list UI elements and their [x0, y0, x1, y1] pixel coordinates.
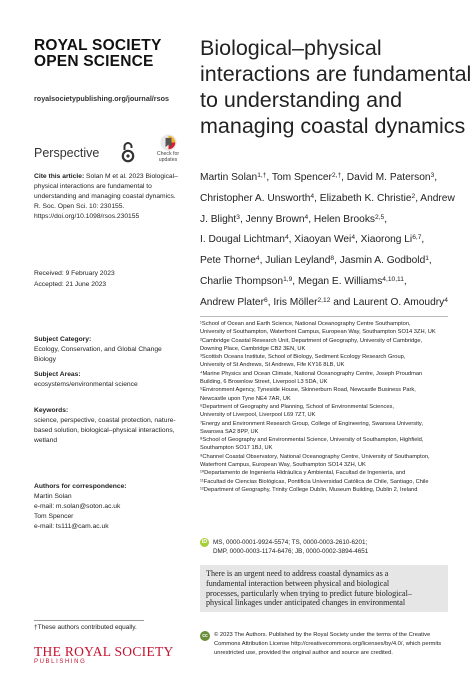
publisher-sub: PUBLISHING [34, 659, 87, 665]
title-line: Biological–physical [200, 36, 382, 60]
license-line: © 2023 The Authors. Published by the Royal Society under the terms of the Creative [214, 632, 431, 638]
subject-areas [34, 370, 184, 390]
affiliations-divider [200, 316, 448, 317]
author-name: , David M. Paterson [341, 172, 431, 183]
author-line [200, 272, 448, 293]
journal-name [34, 38, 162, 70]
affiliation-line: Southampton SO17 1BJ, UK [200, 445, 273, 452]
author-affiliation-marker: 6,7 [412, 234, 422, 242]
correspondence-line: Martin Solan [34, 493, 72, 500]
author-affiliation-marker: 4 [284, 234, 289, 242]
affiliation-line: ¹²Department of Geography, Trinity College Dublin, Museum Building, Dublin 2, Ireland [200, 486, 418, 493]
journal-url[interactable]: royalsocietypublishing.org/journal/rsos [34, 94, 169, 103]
correspondence-heading: Authors for correspondence: [34, 483, 127, 490]
open-access-icon [121, 140, 135, 164]
affiliation-line: ¹¹Facultad de Ciencias Biológicas, Pontificia Universidad Católica de Chile, Santiago, Chile [200, 478, 429, 485]
author-name: , Jenny Brown [239, 213, 305, 225]
abstract-line: There is an urgent need to address coastal dynamics as a [206, 569, 389, 578]
affiliation-line: University of Southampton, Waterfront Campus, European Way, Southampton SO14 3ZH, UK [200, 329, 436, 336]
citation [34, 172, 179, 222]
affiliation-line: ⁴Marine Physics and Ocean Climate, National Oceanography Centre, Joseph Proudman [200, 370, 423, 377]
author-affiliation-marker: 4 [444, 296, 448, 304]
author-affiliation-marker: 1,† [257, 172, 267, 180]
author-affiliation-marker: 4 [310, 192, 315, 200]
subject-category-heading: Subject Category: [34, 336, 92, 343]
title-line: interactions are fundamental [200, 62, 472, 86]
citation-label: Cite this article: [34, 173, 85, 180]
license-line: unrestricted use, provided the original author and source are credited. [214, 650, 393, 656]
author-name: , Elizabeth K. Christie [314, 192, 412, 204]
affiliation-line: Swansea SA2 8PP, UK [200, 428, 259, 435]
orcid-icon[interactable]: iD [201, 539, 208, 545]
orcid-line: MS, 0000-0001-9924-5574; TS, 0000-0003-2610-6201; [213, 539, 368, 547]
article-type: Perspective [34, 146, 100, 160]
author-list [200, 168, 455, 314]
author-name: , [434, 172, 438, 183]
author-affiliation-marker: 1 [425, 255, 429, 263]
author-name: , Tom Spencer [266, 172, 332, 183]
check-for-updates-icon [160, 134, 177, 151]
subject-category-value: Ecology, Conservation, and Global Change Biology [34, 346, 162, 363]
author-line [200, 251, 448, 272]
subject-areas-value: ecosystems/environmental science [34, 381, 138, 388]
affiliation-line: Downing Place, Cambridge CB2 3EN, UK [200, 345, 306, 352]
abstract-line: fundamental interaction between physical and biological [206, 578, 390, 588]
license [200, 631, 452, 658]
accepted-date: Accepted: 21 June 2023 [34, 281, 107, 288]
author-line [200, 189, 455, 210]
author-name: , Julian Leyland [259, 255, 331, 267]
author-name: , [428, 255, 432, 267]
title-line: managing coastal dynamics [200, 114, 466, 138]
author-name: , Xiaoyan Wei [288, 234, 352, 246]
check-for-updates-line2: updates [158, 157, 178, 163]
article-title [200, 35, 472, 139]
author-affiliation-marker: 1,9 [283, 276, 293, 284]
author-affiliation-marker: 4,10,11 [382, 276, 404, 284]
affiliation-line: Newcastle upon Tyne NE4 7AR, UK [200, 395, 291, 402]
keywords-value: science, perspective, coastal protection, nature-based solution, biological–physical interactions, wetland [34, 417, 176, 444]
author-line [200, 230, 448, 251]
author-name: , [403, 275, 407, 287]
correspondence-line: Tom Spencer [34, 513, 74, 520]
author-affiliation-marker: 8 [330, 255, 335, 263]
author-affiliation-marker: 4 [255, 255, 260, 263]
author-name: and Laurent O. Amoudry [330, 296, 445, 308]
correspondence-line[interactable]: e-mail: m.solan@soton.ac.uk [34, 503, 121, 510]
affiliation-line: ¹School of Ocean and Earth Science, National Oceanography Centre Southampton, [200, 321, 411, 327]
author-name: , Iris Möller [267, 296, 318, 308]
abstract-box [200, 565, 448, 612]
affiliation-line: Building, 6 Brownlow Street, Liverpool L3 5DA, UK [200, 379, 328, 386]
affiliation-line: ⁸School of Geography and Environmental Science, University of Southampton, Highfield, [200, 437, 424, 444]
author-affiliation-marker: 3 [430, 172, 435, 180]
affiliations [200, 320, 450, 494]
author-name: I. Dougal Lichtman [200, 234, 285, 246]
affiliation-line: ⁶Department of Geography and Planning, School of Environmental Sciences, [200, 403, 394, 410]
author-name: Charlie Thompson [200, 275, 284, 287]
author-name: , [384, 213, 388, 225]
author-name: Pete Thorne [200, 255, 256, 267]
author-affiliation-marker: 2 [411, 192, 416, 200]
footnote-divider [34, 620, 144, 621]
received-date: Received: 9 February 2023 [34, 270, 115, 277]
author-affiliation-marker: 2,12 [317, 296, 331, 304]
journal-name-line2: OPEN SCIENCE [34, 53, 154, 70]
subject-areas-heading: Subject Areas: [34, 371, 81, 378]
orcid-line: DMP, 0000-0003-1174-6476; JB, 0000-0002-3894-4651 [213, 548, 369, 556]
check-for-updates-badge[interactable] [151, 134, 185, 163]
footnote: †These authors contributed equally. [34, 624, 137, 631]
journal-name-line1: ROYAL SOCIETY [34, 37, 162, 54]
citation-text: Solan M et al. 2023 Biological–physical interactions are fundamental to understanding and managing coastal dynamics. R. Soc. Open Sci. 10: 230155. https://doi.org/10.1098/rsos.230155 [34, 173, 178, 220]
affiliation-line: Waterfront Campus, European Way, Southampton SO14 3ZH, UK [200, 462, 366, 469]
affiliation-line: ²Cambridge Coastal Research Unit, Department of Geography, University of Cambridge, [200, 337, 423, 344]
author-name: , Helen Brooks [308, 213, 376, 225]
author-affiliation-marker: 4 [351, 234, 355, 242]
keywords [34, 406, 184, 446]
author-line [200, 210, 448, 231]
author-name: Andrew Plater [200, 296, 264, 308]
author-name: , Jasmin A. Godbold [334, 255, 426, 267]
author-affiliation-marker: 2,5 [375, 213, 385, 221]
affiliation-line: ⁵Environment Agency, Tyneside House, Skinnerburn Road, Newcastle Business Park, [200, 387, 416, 394]
affiliation-line: ¹⁰Departamento de Ingeniería Hidráulica y Ambiental, Facultad de Ingeniería, and [200, 470, 406, 477]
author-name: J. Blight [200, 213, 237, 225]
author-name: , Andrew [415, 192, 455, 204]
author-affiliation-marker: 2,† [331, 172, 342, 180]
abstract-line: physical linkages under anticipated changes in environmental [206, 598, 406, 608]
correspondence-line[interactable]: e-mail: ts111@cam.ac.uk [34, 523, 109, 530]
author-name: Christopher A. Unsworth [200, 192, 311, 204]
author-affiliation-marker: 6 [264, 296, 268, 304]
orcid-ids [200, 538, 368, 556]
affiliation-line: ⁷Energy and Environment Research Group, College of Engineering, Swansea University, [200, 420, 423, 427]
affiliation-line: University of Liverpool, Liverpool L69 7ZT, UK [200, 412, 316, 419]
keywords-heading: Keywords: [34, 407, 69, 414]
subject-category [34, 335, 184, 365]
author-line [200, 293, 448, 314]
author-line [200, 168, 448, 189]
author-name: , Megan E. Williams [292, 275, 383, 287]
author-affiliation-marker: 4 [304, 213, 309, 221]
check-for-updates-line1: Check for [156, 151, 180, 157]
correspondence [34, 482, 184, 532]
creative-commons-icon[interactable]: cc [200, 631, 210, 641]
license-line: Commons Attribution License http://creativecommons.org/licenses/by/4.0/, which permits [214, 641, 442, 647]
author-affiliation-marker: 3 [236, 213, 240, 221]
title-line: to understanding and [200, 88, 403, 112]
dates [34, 268, 115, 290]
publisher-logo: THE ROYAL SOCIETY [34, 644, 174, 659]
author-name: , Xiaorong Li [355, 234, 413, 246]
abstract-line: processes, particularly when trying to predict future biological– [206, 588, 412, 598]
affiliation-line: ⁹Channel Coastal Observatory, National Oceanography Centre, University of Southampton, [200, 453, 430, 460]
affiliation-line: University of St Andrews, St Andrews, Fife KY16 8LB, UK [200, 362, 345, 369]
author-name: Martin Solan [200, 172, 258, 183]
affiliation-line: ³Scottish Oceans Institute, School of Biology, Sediment Ecology Research Group, [200, 354, 406, 361]
author-name: , [421, 234, 425, 246]
